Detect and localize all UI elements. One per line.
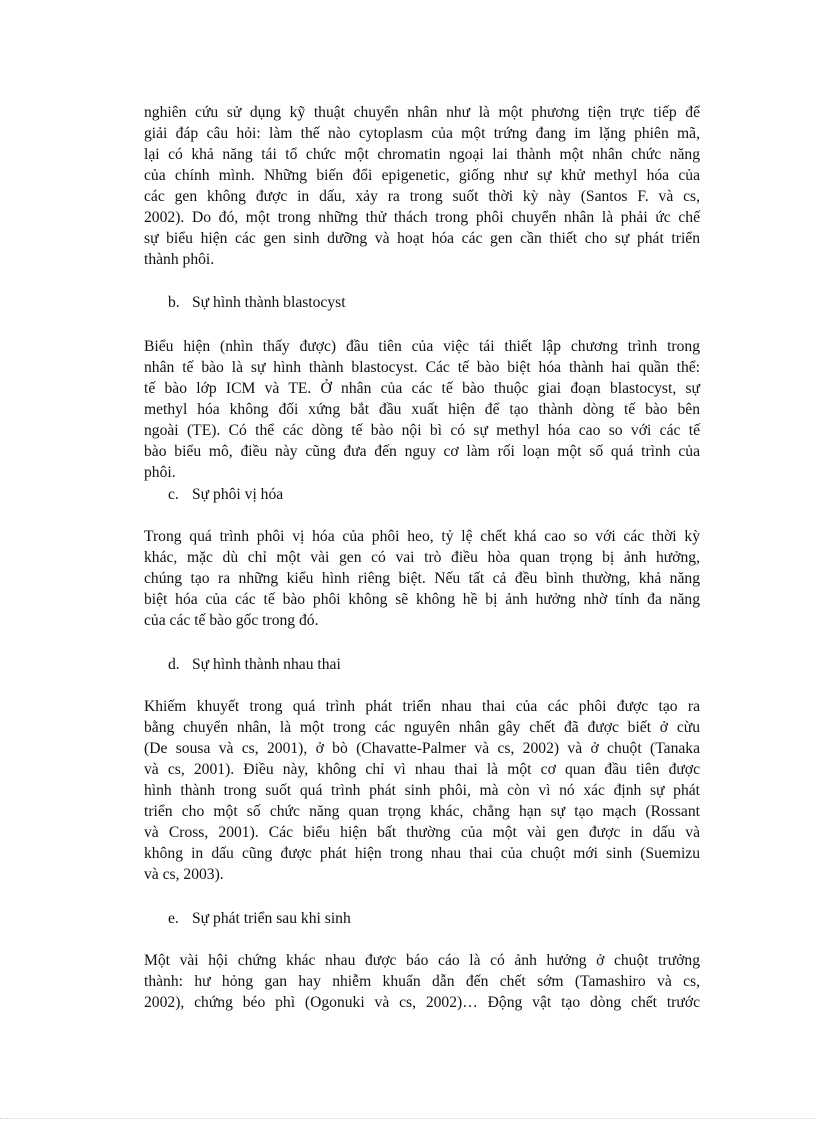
text-line: lại có khả năng tái tổ chức một chromatin ngoại lai thành một nhân chức năng — [144, 146, 700, 163]
text-line: chúng tạo ra những kiểu hình riêng biệt. Nếu tất cả đều bình thường, khả năng — [144, 570, 700, 587]
text-line: không in dấu cũng được phát hiện trong nhau thai của chuột mới sinh (Suemizu — [144, 845, 700, 862]
text-line: Trong quá trình phôi vị hóa của phôi heo, tỷ lệ chết khá cao so với các thời kỳ — [144, 528, 700, 545]
text-line: ngoài (TE). Có thể các dòng tế bào nội bì có sự methyl hóa cao so với các tế — [144, 422, 700, 439]
paragraph-blastocyst — [144, 336, 700, 483]
section-heading-c — [168, 484, 283, 505]
text-line: Biểu hiện (nhìn thấy được) đầu tiên của việc tái thiết lập chương trình trong — [144, 338, 700, 355]
section-title: Sự phôi vị hóa — [192, 486, 284, 503]
text-line: bào biểu mô, điều này cũng đưa đến nguy cơ làm rối loạn một số quá trình của — [144, 443, 700, 460]
text-line: phôi. — [144, 464, 176, 481]
text-line: biệt hóa của các tế bào phôi không sẽ không hề bị ảnh hưởng nhờ tính đa năng — [144, 591, 700, 608]
section-title: Sự hình thành nhau thai — [192, 656, 341, 673]
text-line: bằng chuyển nhân, là một trong các nguyên nhân gây chết đã được biết ở cừu — [144, 719, 700, 736]
section-label: e. — [168, 910, 179, 927]
paragraph-postnatal — [144, 950, 700, 1013]
text-line: Khiếm khuyết trong quá trình phát triển nhau thai của các phôi được tạo ra — [144, 698, 700, 715]
text-line: tế bào lớp ICM và TE. Ở nhân của các tế bào thuộc giai đoạn blastocyst, sự — [144, 380, 700, 397]
text-line: của chính mình. Những biến đổi epigenetic, giống như sự khử methyl hóa của — [144, 167, 700, 184]
text-line: nghiên cứu sử dụng kỹ thuật chuyển nhân như là một phương tiện trực tiếp để — [144, 104, 700, 121]
paragraph-gastrulation — [144, 526, 700, 631]
text-line: các gen không được in dấu, xảy ra trong suốt thời kỳ này (Santos F. và cs, — [144, 188, 700, 205]
section-title: Sự phát triển sau khi sinh — [192, 910, 351, 927]
section-label: d. — [168, 656, 180, 673]
text-line: 2002), chứng béo phì (Ogonuki và cs, 2002)… Động vật tạo dòng chết trước — [144, 994, 700, 1011]
section-title: Sự hình thành blastocyst — [192, 294, 346, 311]
text-line: 2002). Do đó, một trong những thử thách trong phôi chuyển nhân là phải ức chế — [144, 209, 700, 226]
section-heading-b — [168, 292, 346, 313]
section-label: c. — [168, 486, 179, 503]
section-heading-d — [168, 654, 341, 675]
paragraph-nuclear-transfer — [144, 102, 700, 270]
text-line: hình thành trong suốt quá trình phát sinh phôi, mà còn vì nó xác định sự phát — [144, 782, 700, 799]
text-line: methyl hóa không đối xứng bắt đầu xuất hiện để tạo thành dòng tế bào bên — [144, 401, 700, 418]
text-line: thành phôi. — [144, 251, 215, 268]
text-line: của các tế bào gốc trong đó. — [144, 612, 319, 629]
text-line: thành: hư hỏng gan hay nhiễm khuẩn dẫn đến chết sớm (Tamashiro và cs, — [144, 973, 700, 990]
text-line: Một vài hội chứng khác nhau được báo cáo là có ảnh hưởng ở chuột trưởng — [144, 952, 700, 969]
text-line: và cs, 2001). Điều này, không chỉ vì nhau thai là một cơ quan đầu tiên được — [144, 761, 700, 778]
text-line: khác, mặc dù chỉ một vài gen có vai trò điều hòa quan trọng bị ảnh hưởng, — [144, 549, 700, 566]
page-bottom-border — [0, 1118, 816, 1119]
text-line: nhân tế bào là sự hình thành blastocyst. Các tế bào biệt hóa thành hai quần thể: — [144, 359, 700, 376]
text-line: sự biểu hiện các gen sinh dưỡng và hoạt hóa các gen cần thiết cho sự phát triển — [144, 230, 700, 247]
text-line: và cs, 2003). — [144, 866, 224, 883]
section-heading-e — [168, 908, 351, 929]
paragraph-placenta — [144, 696, 700, 885]
text-line: (De sousa và cs, 2001), ở bò (Chavatte-Palmer và cs, 2002) và ở chuột (Tanaka — [144, 740, 700, 757]
text-line: giải đáp câu hỏi: làm thế nào cytoplasm của một trứng đang im lặng phiên mã, — [144, 125, 700, 142]
text-line: triển cho một số chức năng quan trọng khác, chẳng hạn sự tạo mạch (Rossant — [144, 803, 700, 820]
text-line: và Cross, 2001). Các biểu hiện bất thường của một vài gen được in dấu và — [144, 824, 700, 841]
section-label: b. — [168, 294, 180, 311]
